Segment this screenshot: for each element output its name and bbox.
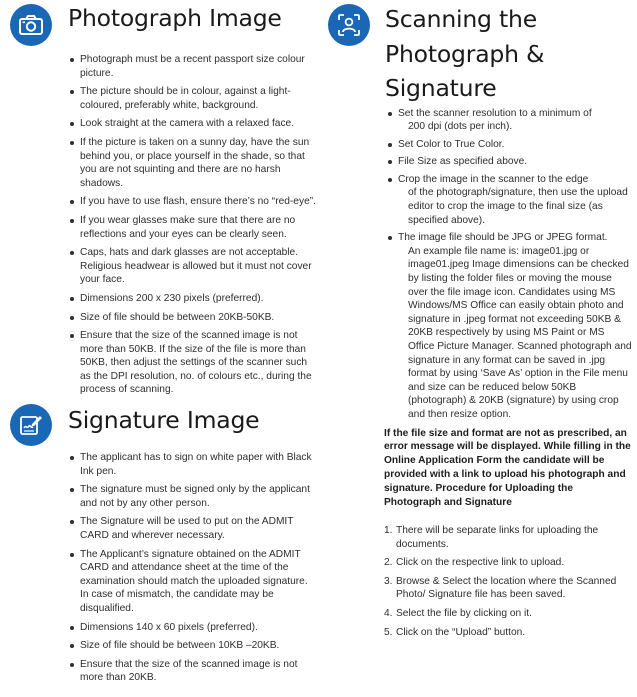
step-item [384, 575, 632, 602]
step-text: Browse & Select the location where the Scanned Photo/ Signature file has been saved. [396, 575, 617, 601]
list-item: Ensure that the size of the scanned image is not more than 50KB. If the size of the file is more than 50KB, then adjust the settings of the scanner such as the DPI resolution, no. of colours etc., during the process of scanning. [68, 329, 318, 397]
list-item-text: Set Color to True Color. [398, 138, 505, 150]
signature-header [10, 402, 318, 446]
scanning-title-line: Photograph & [385, 39, 545, 68]
list-item-text: An example file name is: image01.jpg or image01.jpeg Image dimensions can be checked by listing the folder files or moving the mouse over the file image icon. Candidates using MS Windows/MS Office can easily obtain photo and signature in .jpeg format not exceeding 50KB & 20KB respectively by using MS Paint or MS Office Picture Manager. Scanned photograph and signature in any format can be saved in .jpg format by using ‘Save As’ option in the File menu and size can be reduced below 50KB (photograph) & 20KB (signature) by using crop and then resize option. [408, 245, 632, 420]
step-item [384, 607, 632, 621]
step-number: 3. [384, 575, 393, 587]
list-item [386, 231, 632, 421]
list-item: Dimensions 200 x 230 pixels (preferred). [68, 292, 318, 306]
list-item-text: of the photograph/signature, then use the upload editor to crop the image to the final size (as specified above). [408, 187, 628, 226]
step-text: Click on the respective link to upload. [396, 557, 565, 569]
list-item [386, 107, 632, 134]
list-item-text: Set the scanner resolution to a minimum of [398, 107, 592, 119]
step-number: 2. [384, 557, 393, 569]
step-text: Select the file by clicking on it. [396, 607, 532, 619]
upload-steps [384, 524, 632, 639]
scanning-header [328, 2, 632, 106]
step-number: 4. [384, 607, 393, 619]
scanning-title [385, 2, 544, 106]
scanning-list [386, 107, 632, 422]
photograph-list [68, 53, 318, 397]
list-item: If the picture is taken on a sunny day, have the sun behind you, or place yourself in the shade, so that you are not squinting and there are no harsh shadows. [68, 136, 318, 190]
signature-title: Signature Image [68, 406, 260, 435]
step-number: 1. [384, 525, 393, 536]
list-item: Size of file should be between 20KB-50KB. [68, 311, 318, 325]
list-item [386, 173, 632, 227]
step-item [384, 524, 632, 551]
list-item: The applicant has to sign on white paper with Black Ink pen. [68, 451, 318, 478]
left-column [10, 0, 318, 690]
list-item: The signature must be signed only by the applicant and not by any other person. [68, 483, 318, 510]
list-item: Dimensions 140 x 60 pixels (preferred). [68, 621, 318, 635]
list-item [386, 138, 632, 152]
list-item: Size of file should be between 10KB –20KB. [68, 639, 318, 653]
photograph-title: Photograph Image [68, 4, 282, 32]
list-item: The Signature will be used to put on the ADMIT CARD and wherever necessary. [68, 515, 318, 542]
list-item-text: File Size as specified above. [398, 156, 528, 168]
step-text: Click on the “Upload” button. [396, 626, 526, 638]
camera-icon [10, 4, 52, 46]
signature-list [68, 451, 318, 685]
list-item: Ensure that the size of the scanned image is not more than 20KB. [68, 658, 318, 685]
list-item-text: Crop the image in the scanner to the edge [398, 173, 589, 185]
list-item: The picture should be in colour, against a light-coloured, preferably white, background. [68, 85, 318, 112]
upload-note: If the file size and format are not as prescribed, an error message will be displayed. While filling in the Online Application Form the candidate will be provided with a link to upload his photograph and signature. Procedure for Uploading the Photograph and Signature [384, 427, 631, 509]
step-number: 5. [384, 626, 393, 638]
list-item: If you have to use flash, ensure there’s no “red-eye”. [68, 195, 318, 209]
list-item [386, 155, 632, 169]
step-text: There will be separate links for uploading the documents. [396, 525, 599, 550]
list-item-text: The image file should be JPG or JPEG format. [398, 232, 608, 244]
step-item [384, 556, 632, 570]
signature-icon [10, 404, 52, 446]
step-item [384, 626, 632, 640]
list-item-text: 200 dpi (dots per inch). [408, 121, 513, 133]
list-item: Photograph must be a recent passport size colour picture. [68, 53, 318, 80]
list-item: Caps, hats and dark glasses are not acceptable. Religious headwear is allowed but it must not cover your face. [68, 246, 318, 287]
photograph-header [10, 2, 318, 46]
right-column [328, 0, 632, 644]
scan-user-icon [328, 4, 370, 46]
scanning-title-line: Signature [385, 74, 497, 102]
list-item: If you wear glasses make sure that there are no reflections and your eyes can be clearly seen. [68, 214, 318, 241]
list-item: The Applicant’s signature obtained on the ADMIT CARD and attendance sheet at the time of the examination should match the uploaded signature. In case of mismatch, the candidate may be disqualified. [68, 548, 318, 616]
scanning-title-line: Scanning the [385, 5, 538, 33]
list-item: Look straight at the camera with a relaxed face. [68, 117, 318, 131]
